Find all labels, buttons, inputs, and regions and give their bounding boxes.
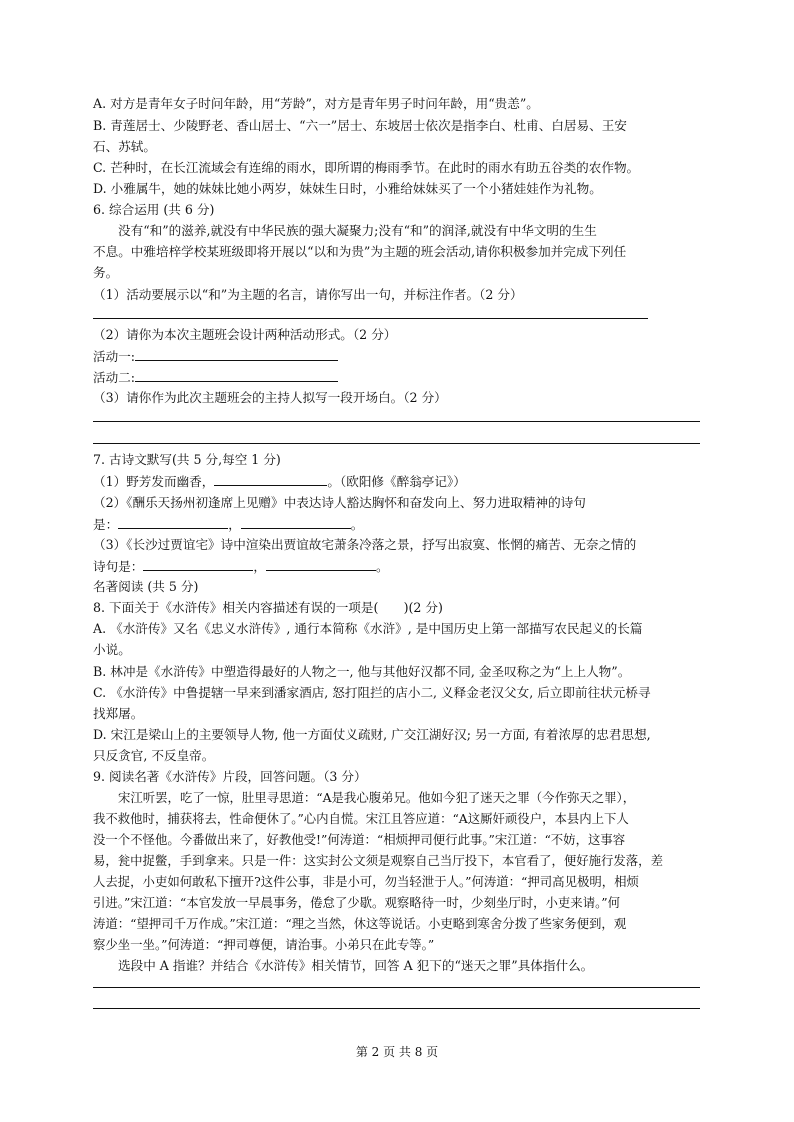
q6-intro: 没有“和”的滋养,就没有中华民族的强大凝聚力;没有“和”的润泽,就没有中华文明的生生	[118, 223, 597, 238]
q5-option-d: D. 小雅属牛，她的妹妹比她小两岁，妹妹生日时，小雅给妹妹买了一个小猪娃娃作为礼物。	[93, 181, 602, 196]
q8-option-a-cont: 小说。	[93, 642, 131, 657]
q7-line3-label: 诗句是：	[93, 559, 144, 574]
q9-answer-line-2[interactable]	[93, 1008, 700, 1009]
q7-blank-2[interactable]	[118, 515, 228, 529]
q7-blank-5[interactable]	[266, 557, 376, 571]
q7-line3-sep: ，	[253, 559, 266, 574]
activity1-blank[interactable]	[135, 347, 338, 361]
activity2-label: 活动二:	[93, 370, 136, 385]
q7-blank-4[interactable]	[143, 557, 253, 571]
passage-line: 察少坐一坐。”何涛道：“押司尊便，请治事。小弟只在此专等。”	[93, 937, 435, 952]
q6-activity1	[93, 347, 338, 366]
reading-section-title: 名著阅读 (共 5 分)	[93, 579, 199, 594]
passage-line: 引进。”宋江道：“本官发放一早晨事务，倦怠了少歇。观察略待一时，少刻坐厅时，小吏来请。”何	[93, 895, 621, 910]
q6-intro-end: 务。	[93, 265, 119, 280]
q8-option-c: C. 《水浒传》中鲁提辖一早来到潘家酒店, 怒打阻拦的店小二, 义释金老汉父女, 后立即前往状元桥寻	[93, 685, 651, 700]
q7-title: 7. 古诗文默写(共 5 分,每空 1 分)	[93, 452, 281, 467]
q7-line1	[93, 472, 466, 491]
q6-sub2: （2）请你为本次主题班会设计两种活动形式。（2 分）	[93, 327, 397, 342]
q8-title: 8. 下面关于《水浒传》相关内容描述有误的一项是( )(2 分)	[93, 600, 443, 615]
q7-line2-sep: ，	[228, 517, 241, 532]
q9-question: 选段中 A 指谁？并结合《水浒传》相关情节，回答 A 犯下的“迷天之罪”具体指什么。	[118, 958, 594, 973]
q8-option-c-cont: 找郑屠。	[93, 706, 144, 721]
q6-sub3-answer-line-2[interactable]	[93, 443, 700, 444]
q8-option-a: A. 《水浒传》又名《忠义水浒传》, 通行本简称《水浒》, 是中国历史上第一部描写农民起义的长篇	[93, 621, 643, 636]
q5-option-a: A. 对方是青年女子时问年龄，用“芳龄”，对方是青年男子时问年龄，用“贵恙”。	[93, 96, 539, 111]
q8-option-d: D. 宋江是梁山上的主要领导人物, 他一方面仗义疏财, 广交江湖好汉; 另一方面, 有着浓厚的忠君思想,	[93, 727, 651, 742]
q7-line2-label: 是：	[93, 517, 119, 532]
passage-line: 宋江听罢，吃了一惊，肚里寻思道：“A是我心腹弟兄。他如今犯了迷天之罪（今作弥天之罪），	[118, 790, 636, 805]
q5-option-b: B. 青莲居士、少陵野老、香山居士、“六一”居士、东坡居士依次是指李白、杜甫、白居易、王安	[93, 118, 627, 133]
q7-line3-blanks	[93, 557, 389, 576]
passage-line: 涛道：“望押司千万作成。”宋江道：“理之当然，休这等说话。小吏略到寒舍分拨了些家务便到，观	[93, 916, 627, 931]
q7-line2-end: 。	[350, 517, 364, 532]
q9-answer-line-1[interactable]	[93, 987, 700, 988]
q6-sub1: （1）活动要展示以“和”为主题的名言，请你写出一句，并标注作者。（2 分）	[93, 287, 523, 302]
activity1-label: 活动一:	[93, 349, 136, 364]
q7-line2-blanks	[93, 515, 363, 534]
q6-activity2	[93, 368, 338, 387]
q7-line3-end: 。	[375, 559, 389, 574]
q7-blank-3[interactable]	[241, 515, 351, 529]
passage-line: 我不救他时，捕获将去，性命便休了。”心内自慌。宋江且答应道：“A这厮奸顽役户，本县内上下人	[93, 811, 629, 826]
q7-line1-text: （1）野芳发而幽香，	[93, 474, 215, 489]
q5-option-b-cont: 石、苏轼。	[93, 139, 156, 154]
passage-line: 没一个不怪他。今番做出来了，好教他受!”何涛道：“相烦押司便行此事。”宋江道：“不妨，这事容	[93, 832, 626, 847]
q7-blank-1[interactable]	[214, 472, 327, 486]
q9-title: 9. 阅读名著《水浒传》片段，回答问题。（3 分）	[93, 769, 367, 784]
q8-option-b: B. 林冲是《水浒传》中塑造得最好的人物之一, 他与其他好汉都不同, 金圣叹称之为“上上人物”。	[93, 664, 631, 679]
passage-line: 人去捉，小吏如何敢私下擅开?这件公事，非是小可，勿当轻泄于人。”何涛道：“押司高见极明，相烦	[93, 874, 639, 889]
q6-sub3: （3）请你作为此次主题班会的主持人拟写一段开场白。（2 分）	[93, 390, 447, 405]
page-footer: 第 2 页 共 8 页	[355, 1045, 439, 1059]
q7-line3: （3）《长沙过贾谊宅》诗中渲染出贾谊故宅萧条冷落之景，抒写出寂寞、怅惘的痛苦、无奈之情的	[93, 537, 637, 552]
q6-sub1-answer-line[interactable]	[93, 318, 648, 319]
q6-title: 6. 综合运用 (共 6 分)	[93, 202, 215, 217]
passage-line: 易，瓮中捉鳖，手到拿来。只是一件：这实封公文须是观察自己当厅投下，本官看了，便好施行发落，差	[93, 853, 663, 868]
q7-line1-source: 。（欧阳修《醉翁亭记》）	[327, 474, 466, 489]
q6-sub3-answer-line-1[interactable]	[93, 421, 700, 422]
q5-option-c: C. 芒种时，在长江流域会有连绵的雨水，即所谓的梅雨季节。在此时的雨水有助五谷类的农作物。	[93, 160, 640, 175]
q8-option-d-cont: 只反贪官, 不反皇帝。	[93, 748, 215, 763]
activity2-blank[interactable]	[135, 368, 338, 382]
q6-intro-cont: 不息。中雅培梓学校某班级即将开展以“以和为贵”为主题的班会活动,请你积极参加并完成下列任	[93, 244, 627, 259]
q7-line2: （2）《酬乐天扬州初逢席上见赠》中表达诗人豁达胸怀和奋发向上、努力进取精神的诗句	[93, 495, 586, 510]
